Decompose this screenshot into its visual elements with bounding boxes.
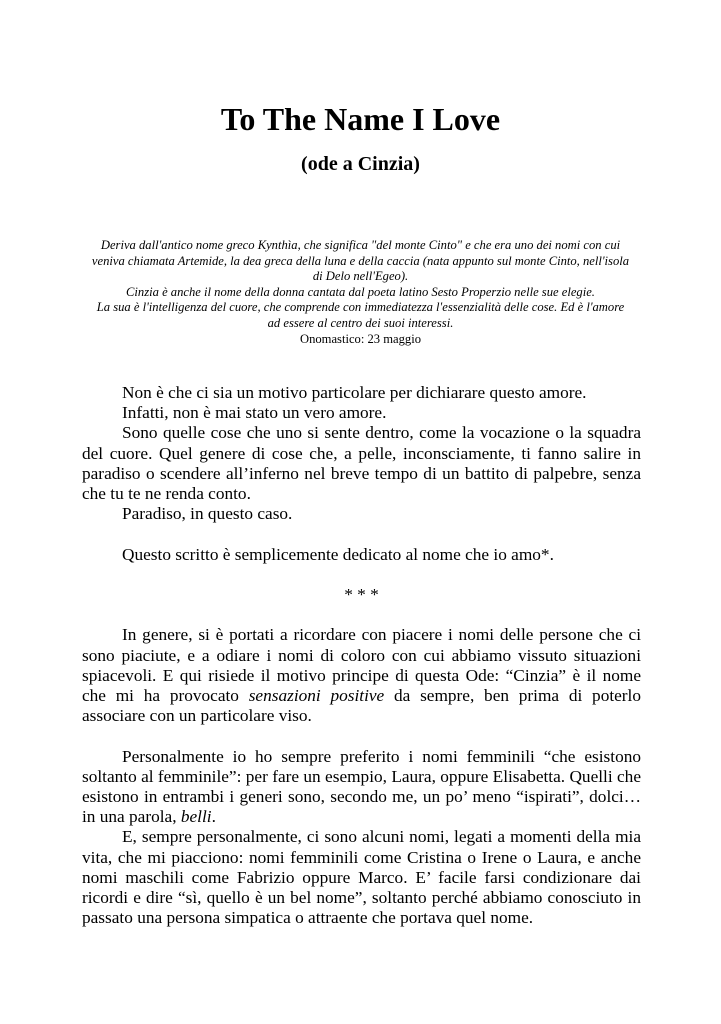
epigraph bbox=[90, 238, 631, 347]
spacer bbox=[82, 565, 641, 585]
spacer bbox=[82, 605, 641, 625]
body-text bbox=[82, 383, 641, 928]
paragraph: Questo scritto è semplicemente dedicato al nome che io amo*. bbox=[122, 544, 554, 564]
document-subtitle: (ode a Cinzia) bbox=[301, 153, 420, 175]
epigraph-intelligence: La sua è l'intelligenza del cuore, che comprende con immediatezza l'essenzialità delle cose. Ed è l'amore ad essere al centro dei suoi interessi. bbox=[96, 300, 625, 330]
paragraph: Paradiso, in questo caso. bbox=[122, 504, 293, 524]
epigraph-properzio: Cinzia è anche il nome della donna cantata dal poeta latino Sesto Properzio nelle sue elegie. bbox=[126, 284, 595, 299]
paragraph: E, sempre personalmente, ci sono alcuni nomi, legati a momenti della mia vita, che mi piacciono: nomi femminili come Cristina o Irene o Laura, e anche nomi maschili come Fabrizio oppure Marco. E’ facile farsi condizionare dai ricordi e dire “sì, quello è un bel nome”, soltanto perché abbiamo conosciuto in passato una persona simpatica o attraente che portava quel nome. bbox=[82, 827, 641, 928]
paragraph: Sono quelle cose che uno si sente dentro, come la vocazione o la squadra del cuore. Quel genere di cose che, a pelle, inconsciamente, ti fanno salire in paradiso o scendere all’inferno nel breve tempo di un battito di palpebre, senza che tu te ne renda conto. bbox=[82, 423, 641, 504]
text-run: . bbox=[211, 807, 216, 827]
epigraph-onomastico: Onomastico: 23 maggio bbox=[299, 331, 422, 346]
paragraph bbox=[82, 747, 641, 828]
epigraph-etymology: Deriva dall'antico nome greco Kynthìa, che significa "del monte Cinto" e che era uno dei nomi con cui veniva chiamata Artemide, la dea greca della luna e della caccia (nata appunto sul monte Cinto, nell'isola di Delo nell'Egeo). bbox=[91, 238, 630, 284]
document-title: To The Name I Love bbox=[220, 101, 501, 137]
paragraph bbox=[82, 625, 641, 726]
spacer bbox=[82, 726, 641, 746]
text-run: da sempre, ben prima di poterlo associare con un particolare viso. bbox=[82, 686, 642, 726]
text-run: In genere, si è portati a ricordare con piacere i nomi delle persone che ci sono piaciute, e a odiare i nomi di coloro con cui abbiamo vissuto situazioni spiacevoli. E qui risiede il motivo principe di questa Ode: “Cinzia” è il nome che mi ha provocato bbox=[82, 625, 641, 705]
emphasis-text: belli bbox=[180, 807, 212, 827]
paragraph: Infatti, non è mai stato un vero amore. bbox=[122, 403, 387, 423]
emphasis-text: sensazioni positive bbox=[248, 686, 385, 705]
spacer bbox=[82, 524, 641, 544]
paragraph: Non è che ci sia un motivo particolare per dichiarare questo amore. bbox=[122, 383, 587, 402]
text-run: Personalmente io ho sempre preferito i nomi femminili “che esistono soltanto al femminile”: per fare un esempio, Laura, oppure Elisabetta. Quelli che esistono in entrambi i generi sono, secondo me, un po’ meno “ispirati”, dolci… in una parola, bbox=[82, 746, 641, 827]
section-separator: * * * bbox=[344, 585, 379, 604]
